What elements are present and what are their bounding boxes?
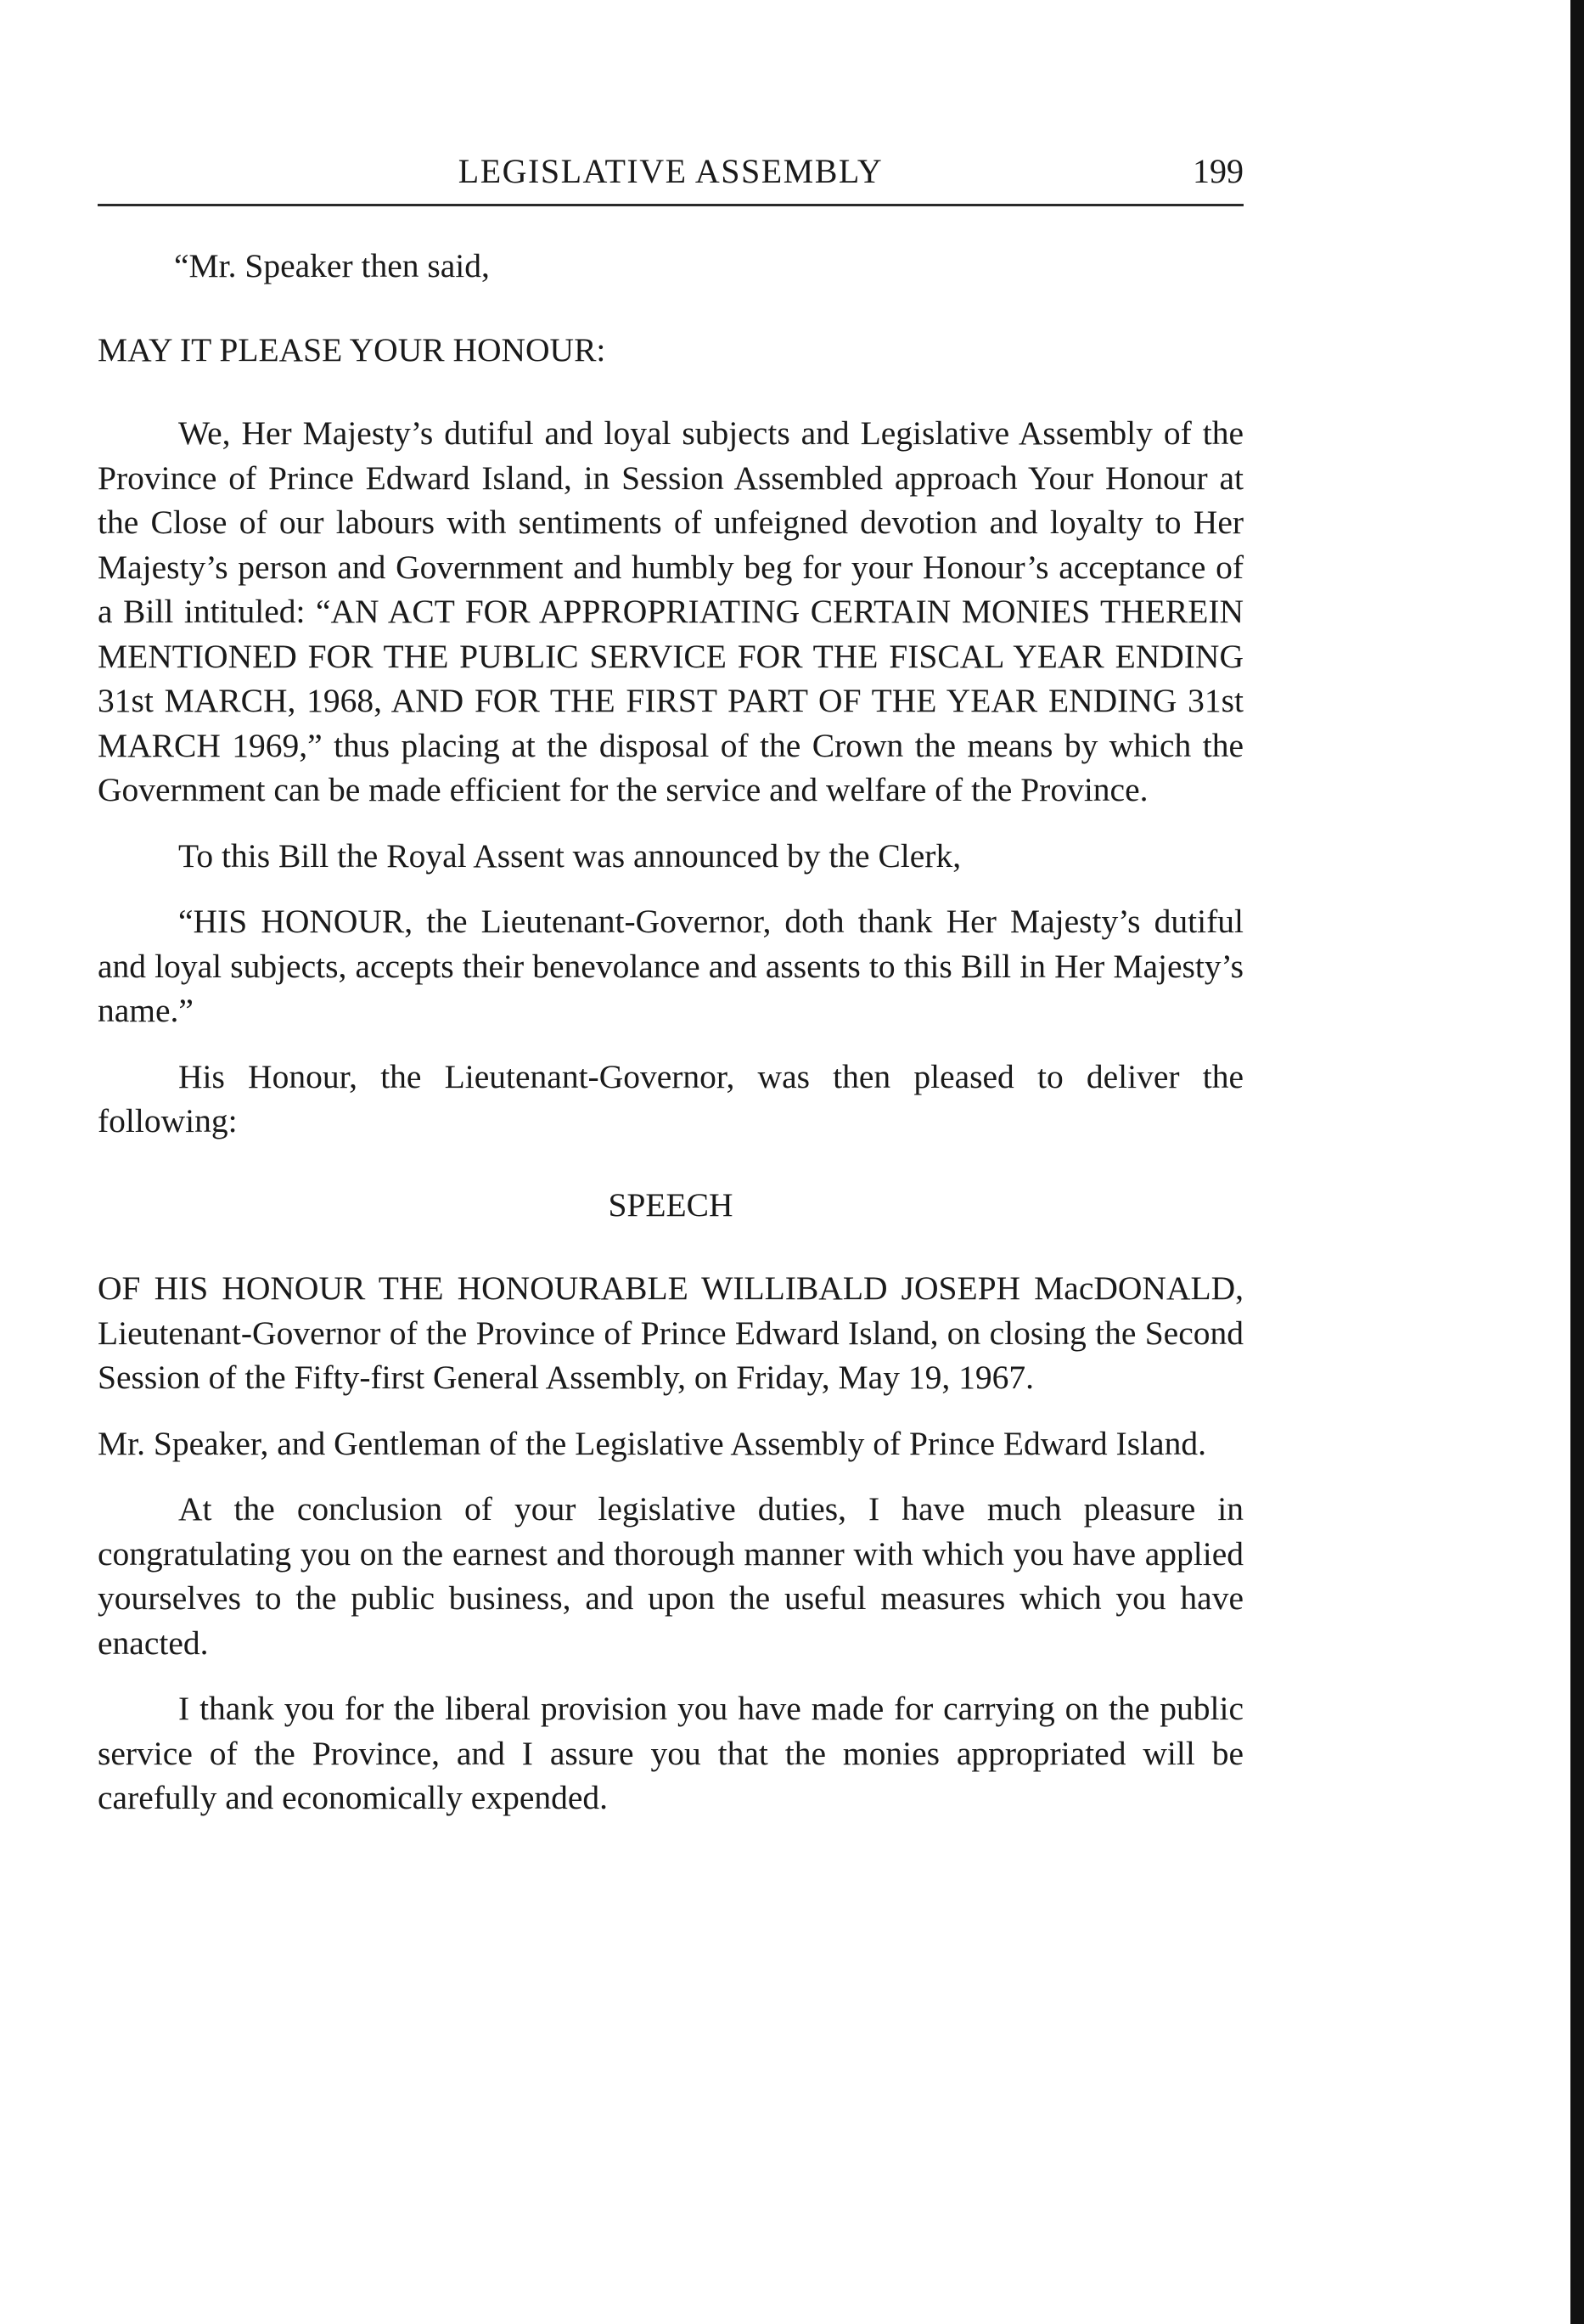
speech-paragraph-2: I thank you for the liberal provision you have made for carrying on the public service of the Province, and I assure you that the monies appropriated will be carefully and economically expended.: [98, 1690, 1244, 1816]
opening-line: “Mr. Speaker then said,: [174, 247, 490, 284]
page: [98, 151, 1244, 1820]
speech-paragraph-1: At the conclusion of your legislative duties, I have much pleasure in congratulating you on the earnest and thorough manner with which you have applied yourselves to the public business, and upon the useful measures which you have enacted.: [98, 1490, 1244, 1662]
his-honour-quote: “HIS HONOUR, the Lieutenant-Governor, doth thank Her Majesty’s dutiful and loyal subjects, accepts their benevolance and assents to this Bill in Her Majesty’s name.”: [98, 903, 1244, 1029]
page-number: 199: [1193, 152, 1244, 190]
deliver-line: His Honour, the Lieutenant-Governor, was then pleased to deliver the following:: [98, 1057, 1244, 1139]
royal-assent-line: To this Bill the Royal Assent was announced by the Clerk,: [178, 836, 962, 875]
salutation: MAY IT PLEASE YOUR HONOUR:: [98, 330, 606, 369]
body-text: [98, 244, 1244, 1820]
speech-address: Mr. Speaker, and Gentleman of the Legislative Assembly of Prince Edward Island.: [98, 1424, 1206, 1462]
running-head: [98, 151, 1244, 206]
running-title: LEGISLATIVE ASSEMBLY: [458, 152, 884, 190]
speech-title: OF HIS HONOUR THE HONOURABLE WILLIBALD JOSEPH MacDONALD, Lieutenant-Governor of the Province of Prince Edward Island, on closing the Second Session of the Fifty-first General Assembly, on Friday, May 19, 1967.: [98, 1269, 1244, 1396]
speech-heading: SPEECH: [608, 1185, 733, 1224]
scan-edge: [1570, 0, 1584, 2324]
address-paragraph: We, Her Majesty’s dutiful and loyal subjects and Legislative Assembly of the Province of Prince Edward Island, in Session Assembled approach Your Honour at the Close of our labours with sentiments of unfeigned devotion and loyalty to Her Majesty’s person and Government and humbly beg for your Honour’s acceptance of a Bill intituled: “AN ACT FOR APPROPRIATING CERTAIN MONIES THEREIN MENTIONED FOR THE PUBLIC SERVICE FOR THE FISCAL YEAR ENDING 31st MARCH, 1968, AND FOR THE FIRST PART OF THE YEAR ENDING 31st MARCH 1969,” thus placing at the disposal of the Crown the means by which the Government can be made efficient for the service and welfare of the Province.: [98, 414, 1244, 808]
